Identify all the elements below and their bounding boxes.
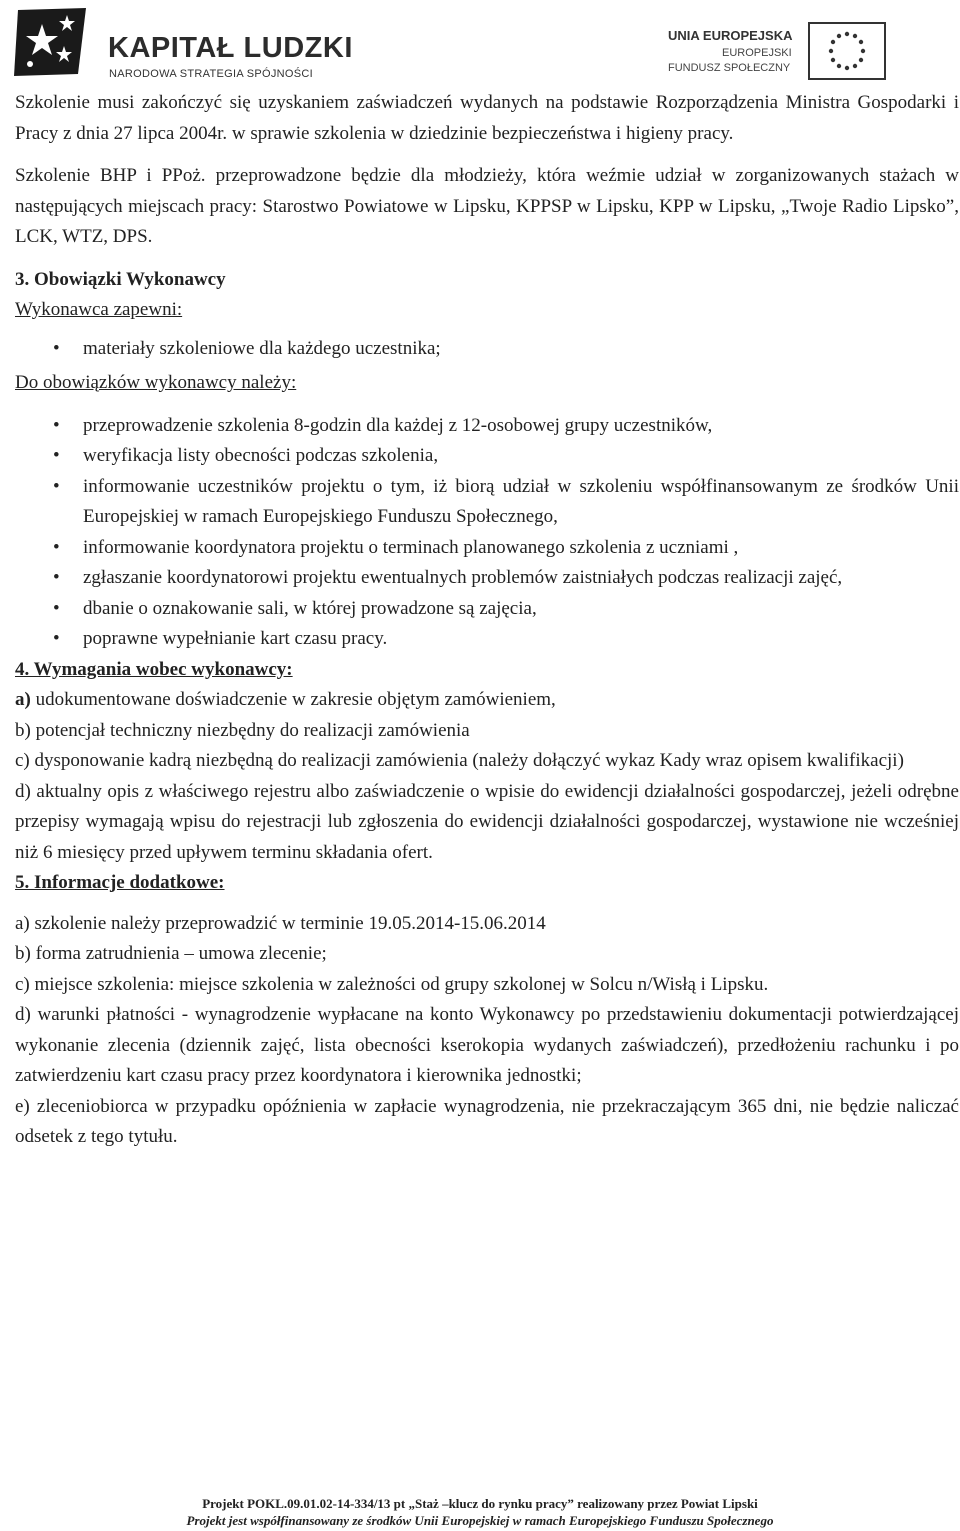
section-3-list-2 xyxy=(15,411,959,655)
section-5-item-e: e) zleceniobiorca w przypadku opóźnienia w zapłacie wynagrodzenia, nie przekraczającym 365 dni, nie będzie naliczać odsetek z tego tytułu. xyxy=(15,1095,959,1147)
section-4-item-b: b) potencjał techniczny niezbędny do realizacji zamówienia xyxy=(15,719,470,741)
section-3-list-1 xyxy=(15,334,959,365)
section-5-item-d: d) warunki płatności - wynagrodzenie wypłacane na konto Wykonawcy po przedstawieniu dokumentacji potwierdzającej wykonanie zlecenia (dziennik zajęć, lista obecności kserokopia wydanych zaświadczeń), przedłożeniu rachunku i po zatwierdzeniu kart czasu pracy przez koordynatora i kierownika jednostki; xyxy=(15,1004,959,1086)
intro-paragraph-1: Szkolenie musi zakończyć się uzyskaniem zaświadczeń wydanych na podstawie Rozporządzenia Ministra Gospodarki i Pracy z dnia 27 lipca 2004r. w sprawie szkolenia w dziedzinie bezpieczeństwa i higieny pracy. xyxy=(15,92,959,144)
eu-logo-line2: EUROPEJSKI xyxy=(722,47,792,59)
list-item: • przeprowadzenie szkolenia 8-godzin dla każdej z 12-osobowej grupy uczestników, xyxy=(15,411,959,442)
section-5-item-a: a) szkolenie należy przeprowadzić w terminie 19.05.2014-15.06.2014 xyxy=(15,912,546,934)
section-5-heading: 5. Informacje dodatkowe: xyxy=(15,872,225,893)
eu-flag-icon xyxy=(808,22,886,80)
item-a-text: udokumentowane doświadczenie w zakresie objętym zamówieniem, xyxy=(35,689,556,710)
list-item: • informowanie uczestników projektu o tym, iż biorą udział w szkoleniu współfinansowanym ze środków Unii Europejskiej w ramach Europejskiego Funduszu Społecznego, xyxy=(15,472,959,533)
star-logo-icon xyxy=(12,6,90,78)
section-4-item-a xyxy=(15,685,959,716)
list-item: • informowanie koordynatora projektu o terminach planowanego szkolenia z uczniami , xyxy=(15,533,959,564)
footer-line-1: Projekt POKL.09.01.02-14-334/13 pt „Staż –klucz do rynku pracy” realizowany przez Powiat Lipski xyxy=(202,1496,758,1511)
section-4-item-d: d) aktualny opis z właściwego rejestru albo zaświadczenie o wpisie do ewidencji działalności gospodarczej, jeżeli odrębne przepisy wymagają wpisu do rejestracji lub zgłoszenia do ewidencji działalności gospodarczej, wystawione nie wcześniej niż 6 miesięcy przed upływem terminu składania ofert. xyxy=(15,780,959,863)
section-5-item-b: b) forma zatrudnienia – umowa zlecenie; xyxy=(15,943,327,964)
kapital-ludzki-logo xyxy=(12,6,353,80)
page-footer xyxy=(0,1495,960,1529)
section-3-subheading-2: Do obowiązków wykonawcy należy: xyxy=(15,372,297,393)
list-item: • materiały szkoleniowe dla każdego uczestnika; xyxy=(15,334,959,365)
intro-paragraph-2: Szkolenie BHP i PPoż. przeprowadzone będzie dla młodzieży, która weźmie udział w zorganizowanych stażach w następujących miejscach pracy: Starostwo Powiatowe w Lipsku, KPPSP w Lipsku, KPP w Lipsku, „Twoje Radio Lipsko”, LCK, WTZ, DPS. xyxy=(15,165,959,247)
footer-line-2: Projekt jest współfinansowany ze środków Unii Europejskiej w ramach Europejskiego Funduszu Społecznego xyxy=(186,1513,774,1528)
section-5-item-c: c) miejsce szkolenia: miejsce szkolenia w zależności od grupy szkolonej w Solcu n/Wisłą i Lipsku. xyxy=(15,973,769,995)
eu-logo-line1: UNIA EUROPEJSKA xyxy=(668,28,793,43)
list-item: • poprawne wypełnianie kart czasu pracy. xyxy=(15,624,959,655)
document-body xyxy=(15,88,959,1153)
eu-logo-line3: FUNDUSZ SPOŁECZNY xyxy=(668,62,791,74)
section-3-subheading-1: Wykonawca zapewni: xyxy=(15,299,183,320)
list-item: • dbanie o oznakowanie sali, w której prowadzone są zajęcia, xyxy=(15,594,959,625)
logo-title: KAPITAŁ LUDZKI xyxy=(108,32,353,64)
page-header xyxy=(0,0,960,90)
item-a-label: a) xyxy=(15,689,31,710)
section-4-heading: 4. Wymagania wobec wykonawcy: xyxy=(15,658,293,680)
list-item: • weryfikacja listy obecności podczas szkolenia, xyxy=(15,441,959,472)
section-3-heading: 3. Obowiązki Wykonawcy xyxy=(15,268,226,290)
eu-logo xyxy=(668,22,918,82)
logo-subtitle: NARODOWA STRATEGIA SPÓJNOŚCI xyxy=(109,68,313,80)
list-item: • zgłaszanie koordynatorowi projektu ewentualnych problemów zaistniałych podczas realizacji zajęć, xyxy=(15,563,959,594)
section-4-item-c: c) dysponowanie kadrą niezbędną do realizacji zamówienia (należy dołączyć wykaz Kady wraz opisem kwalifikacji) xyxy=(15,750,904,771)
